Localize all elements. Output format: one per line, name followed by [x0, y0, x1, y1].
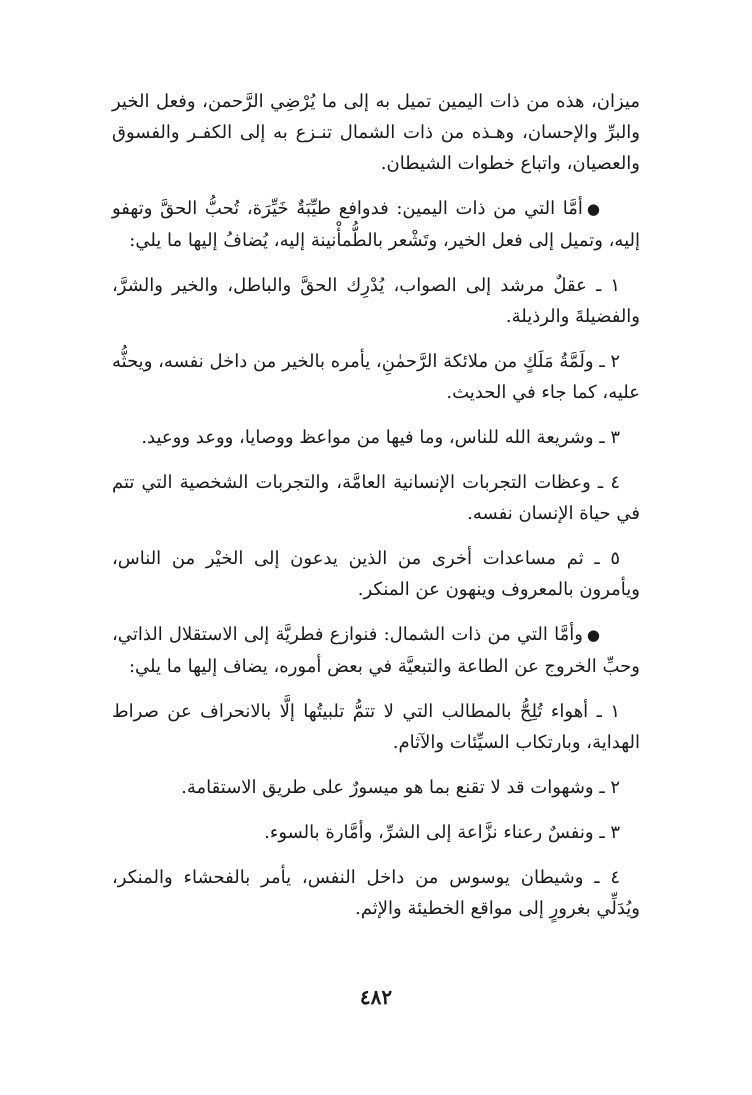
list-item: ١ ـ أهواء تُلِحُّ بالمطالب التي لا تتمُّ تلبيتُها إلَّا بالانحراف عن صراط الهداية، وبارتكاب السيِّئات والآثام.: [112, 701, 640, 753]
left-side-text: وأمَّا التي من ذات الشمال: فنوازع فطريَّة إلى الاستقلال الذاتي، وحبِّ الخروج عن الطاعة والتبعيَّة في بعض أموره، يضاف إليها ما يلي:: [112, 624, 640, 677]
list-item: ٥ ـ ثم مساعدات أخرى من الذين يدعون إلى الخيْر من الناس، ويأمرون بالمعروف وينهون عن المنكر.: [112, 548, 640, 600]
right-side-paragraph: [112, 193, 640, 256]
left-side-paragraph: [112, 619, 640, 682]
intro-paragraph: ميزان، هذه من ذات اليمين تميل به إلى ما يُرْضِي الرَّحمن، وفعل الخير والبرِّ والإحسان، وهـذه من ذات الشمال تنـزع به إلى الكفـر والفسوق والعصيان، واتباع خطوات الشيطان.: [112, 91, 640, 174]
list-item: ٣ ـ ونفسٌ رعناء نزَّاعة إلى الشرِّ، وأمَّارة بالسوء.: [264, 822, 620, 843]
list-item: ١ ـ عقلٌ مرشد إلى الصواب، يُدْرِك الحقَّ والباطل، والخير والشرَّ، والفضيلةَ والرذيلة.: [112, 275, 640, 327]
list-item: ٢ ـ وشهوات قد لا تقنع بما هو ميسورٌ على طريق الاستقامة.: [181, 777, 620, 798]
bullet-icon: ●: [586, 626, 600, 644]
page-number: ٤٨٢: [359, 985, 393, 1009]
body-text: [112, 86, 640, 924]
list-item: ٤ ـ وشيطان يوسوس من داخل النفس، يأمر بالفحشاء والمنكر، ويُدَلِّي بغرورٍ إلى مواقع الخطيئة والإثم.: [112, 867, 640, 919]
list-item: ٤ ـ وعظات التجربات الإنسانية العامَّة، والتجربات الشخصية التي تتم في حياة الإنسان نفسه.: [112, 472, 640, 524]
list-item: ٢ ـ ولَمَّةُ مَلَكٍ من ملائكة الرَّحمٰنِ، يأمره بالخير من داخل نفسه، ويحثُّه عليه، كما جاء في الحديث.: [111, 351, 640, 403]
bullet-icon: ●: [586, 200, 600, 218]
list-item: ٣ ـ وشريعة الله للناس، وما فيها من مواعظ ووصايا، ووعد ووعيد.: [141, 427, 620, 448]
right-side-text: أمَّا التي من ذات اليمين: فدوافع طيِّبَةٌ خَيِّرَة، تُحبُّ الحقَّ وتهفو إليه، وتميل إلى فعل الخير، وتَشْعر بالطُّمأْنينة إليه، يُضافُ إليها ما يلي:: [112, 198, 640, 251]
